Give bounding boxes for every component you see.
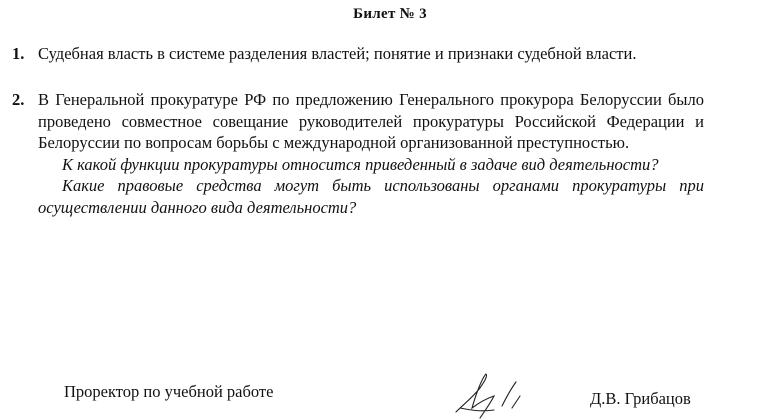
signatory-name: Д.В. Грибацов bbox=[590, 389, 691, 408]
question-1-number: 1. bbox=[12, 44, 25, 63]
handwritten-signature bbox=[450, 368, 530, 420]
question-1-text: Судебная власть в системе разделения властей; понятие и признаки судебной власти. bbox=[38, 44, 637, 63]
question-2-task-2: Какие правовые средства могут быть использованы органами прокуратуры при осуществлении данного вида деятельности? bbox=[38, 176, 704, 217]
ticket-title: Билет № 3 bbox=[353, 6, 427, 22]
question-2-number: 2. bbox=[12, 90, 25, 109]
question-2-task-1: К какой функции прокуратуры относится приведенный в задаче вид деятельности? bbox=[62, 154, 659, 174]
signatory-position: Проректор по учебной работе bbox=[64, 382, 274, 401]
question-2-text: В Генеральной прокуратуре РФ по предложению Генерального прокурора Белоруссии было проведено совместное совещание руководителей прокуратуры Российской Федерации и Белоруссии по вопросам борьбы с международной организованной преступностью. bbox=[38, 90, 704, 152]
question-2-body bbox=[38, 89, 704, 218]
